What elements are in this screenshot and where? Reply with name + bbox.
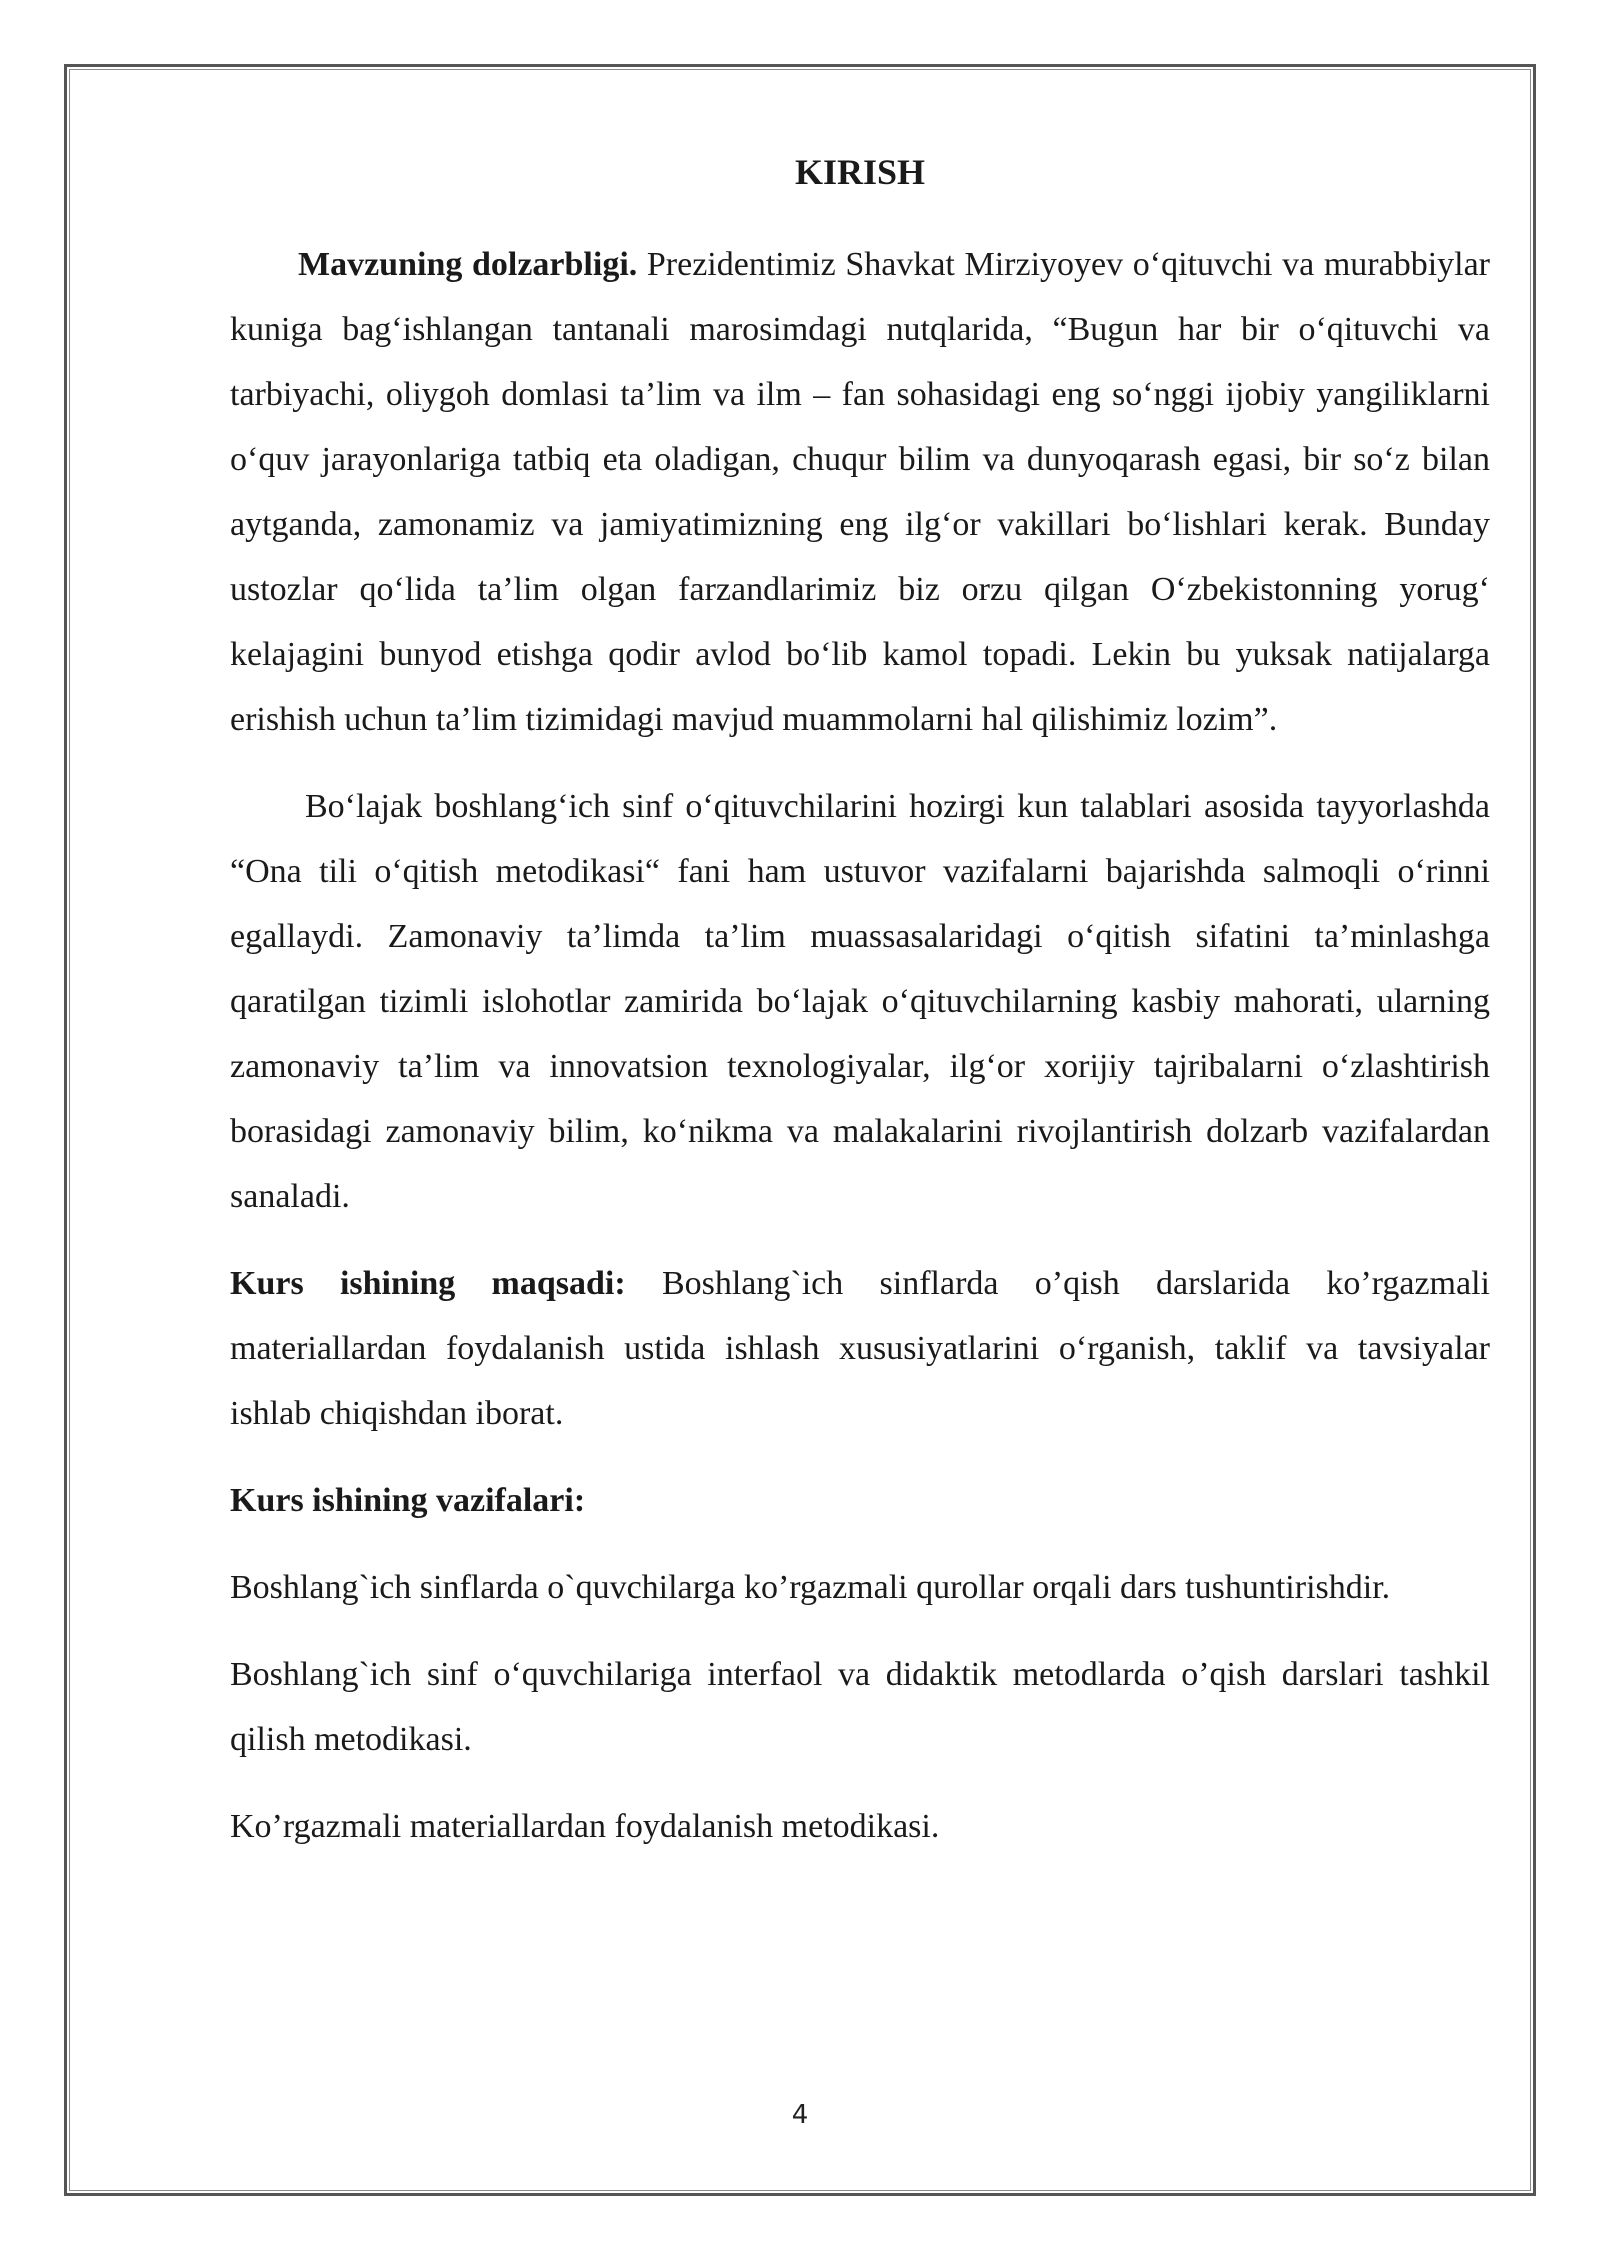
goal-lead: Kurs ishining maqsadi: bbox=[230, 1265, 626, 1302]
paragraph-teacher-training: Bo‘lajak boshlang‘ich sinf o‘qituvchilarini hozirgi kun talablari asosida tayyorlashda “Ona tili o‘qitish metodikasi“ fani ham ustuvor vazifalarni bajarishda salmoqli o‘rinni egallaydi. Zamonaviy ta’limda ta’lim muassasalaridagi o‘qitish sifatini ta’minlashga qaratilgan tizimli islohotlar zamirida bo‘lajak o‘qituvchilarning kasbiy mahorati, ularning zamonaviy ta’lim va innovatsion texnologiyalar, ilg‘or xorijiy tajribalarni o‘zlashtirish borasidagi zamonaviy bilim, ko‘nikma va malakalarini rivojlantirish dolzarb vazifalardan sanaladi. bbox=[230, 788, 1490, 1215]
tasks-heading: Kurs ishining vazifalari: bbox=[230, 1482, 586, 1519]
page-number: 4 bbox=[791, 2100, 809, 2130]
section-title: KIRISH bbox=[794, 152, 926, 192]
goal-text: Boshlang`ich sinflarda o’qish darslarida ko’rgazmali materiallardan foydalanish ustida ishlash xususiyatlarini o‘rganish, taklif va tavsiyalar ishlab chiqishdan iborat. bbox=[230, 1265, 1490, 1432]
page-content bbox=[230, 150, 1490, 1881]
paragraph-goal bbox=[230, 1251, 1490, 1446]
task-item: Boshlang`ich sinflarda o`quvchilarga ko’rgazmali qurollar orqali dars tushuntirishdir. bbox=[230, 1569, 1391, 1606]
task-item: Ko’rgazmali materiallardan foydalanish metodikasi. bbox=[230, 1808, 940, 1845]
task-item: Boshlang`ich sinf o‘quvchilariga interfaol va didaktik metodlarda o’qish darslari tashkil qilish metodikasi. bbox=[230, 1656, 1490, 1758]
paragraph-relevance bbox=[230, 232, 1490, 752]
relevance-text: Prezidentimiz Shavkat Mirziyoyev o‘qituvchi va murabbiylar kuniga bag‘ishlangan tantanali marosimdagi nutqlarida, “Bugun har bir o‘qituvchi va tarbiyachi, oliygoh domlasi ta’lim va ilm – fan sohasidagi eng so‘nggi ijobiy yangiliklarni o‘quv jarayonlariga tatbiq eta oladigan, chuqur bilim va dunyoqarash egasi, bir so‘z bilan aytganda, zamonamiz va jamiyatimizning eng ilg‘or vakillari bo‘lishlari kerak. Bunday ustozlar qo‘lida ta’lim olgan farzandlarimiz biz orzu qilgan O‘zbekistonning yorug‘ kelajagini bunyod etishga qodir avlod bo‘lib kamol topadi. Lekin bu yuksak natijalarga erishish uchun ta’lim tizimidagi mavjud muammolarni hal qilishimiz lozim”. bbox=[230, 246, 1491, 738]
relevance-lead: Mavzuning dolzarbligi. bbox=[298, 246, 638, 283]
